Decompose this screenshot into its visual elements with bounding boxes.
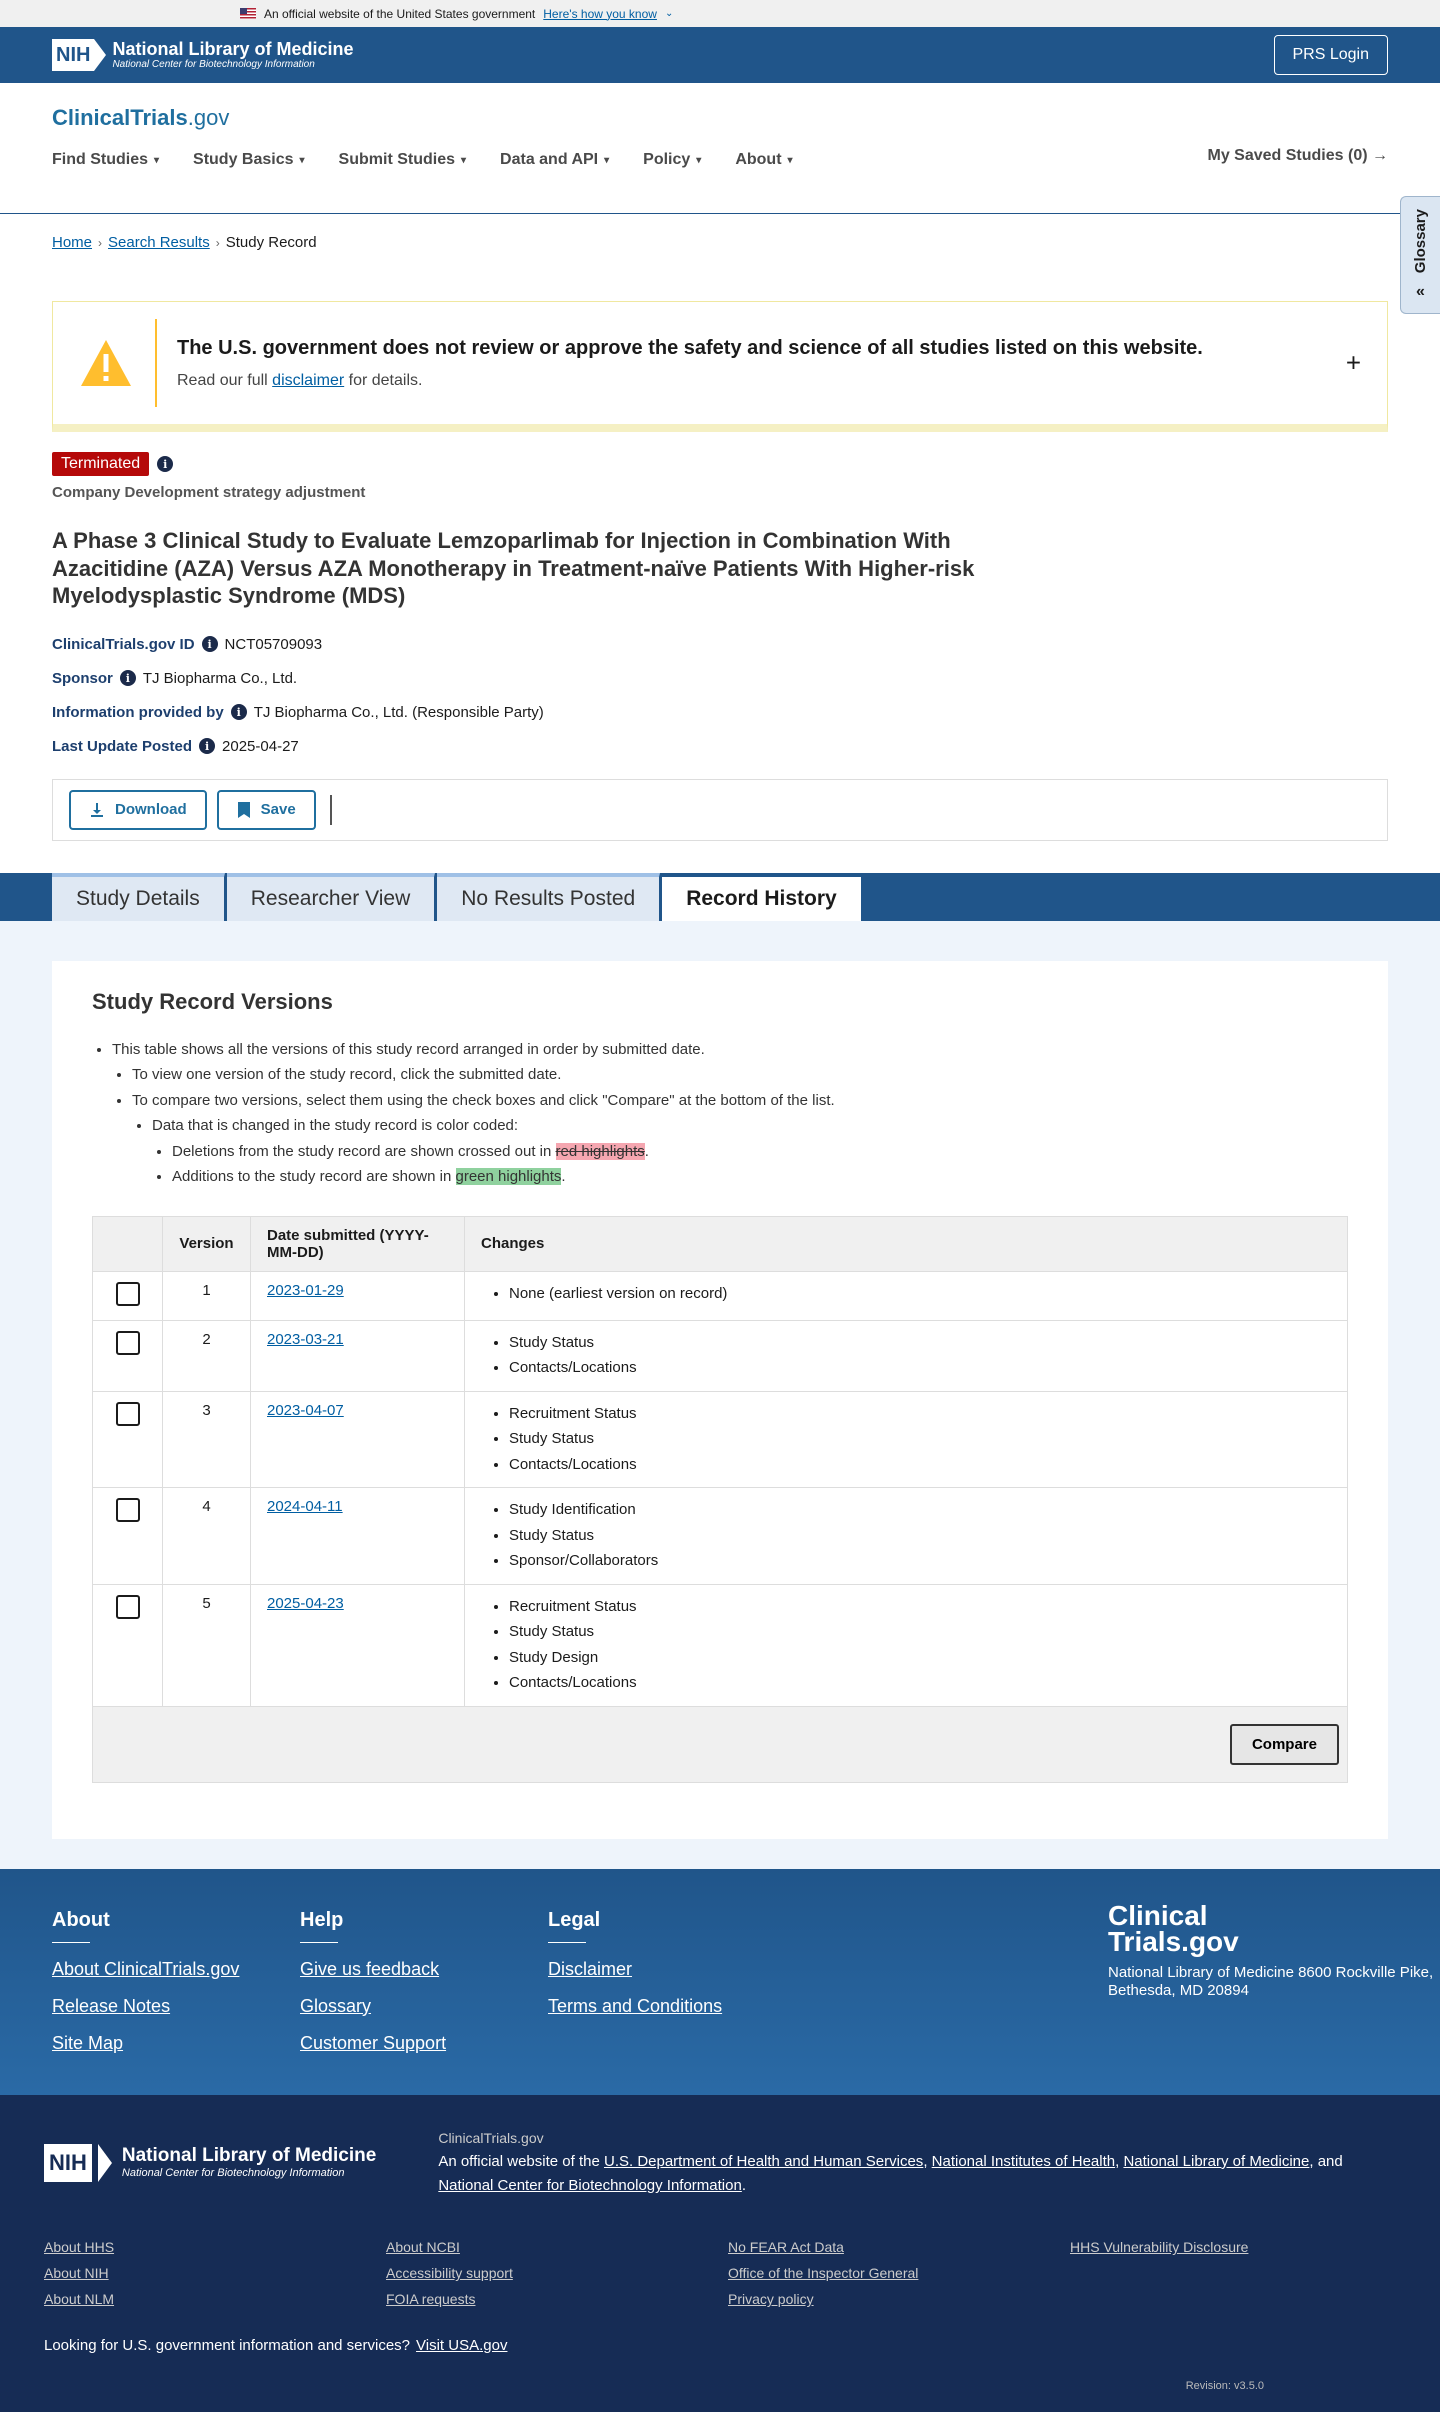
disclaimer-link[interactable]: disclaimer (272, 371, 345, 389)
chevron-right-icon: › (215, 235, 220, 250)
version-changes (465, 1488, 1348, 1585)
gov-banner (0, 0, 1440, 27)
version-column-header: Version (163, 1216, 251, 1271)
nav-find-studies[interactable]: Find Studies ▾ (52, 151, 160, 168)
glossary-tab[interactable]: Glossary « (1400, 196, 1440, 314)
nav-submit-studies[interactable]: Submit Studies ▾ (338, 151, 467, 168)
double-chevron-left-icon: « (1416, 283, 1425, 301)
download-button[interactable]: Download (69, 790, 207, 830)
prs-login-button[interactable]: PRS Login (1274, 35, 1389, 75)
version-number: 4 (163, 1488, 251, 1585)
tab-researcher-view[interactable]: Researcher View (227, 873, 436, 921)
footer-link-glossary[interactable]: Glossary (300, 1995, 372, 2016)
provided-by-value: TJ Biopharma Co., Ltd. (Responsible Party) (253, 703, 544, 721)
library-name: National Library of Medicine (112, 38, 354, 59)
change-item: • Contacts/Locations (509, 1355, 1331, 1381)
hhs-link[interactable]: U.S. Department of Health and Human Services (603, 2152, 924, 2170)
history-heading: Study Record Versions (92, 988, 333, 1014)
center-name: National Center for Biotechnology Information (112, 59, 315, 71)
usagov-row: Looking for U.S. government information and services? Visit USA.gov (44, 2337, 508, 2355)
footer-legal: Legal Disclaimer Terms and Conditions (548, 1909, 796, 2075)
ncbi-link[interactable]: National Center for Biotechnology Information (438, 2177, 742, 2195)
green-highlight-sample: green highlights (455, 1168, 562, 1185)
nlm-link[interactable]: National Library of Medicine (1123, 2152, 1310, 2170)
expand-plus-icon[interactable]: + (1345, 347, 1361, 378)
clinicaltrials-logo[interactable]: ClinicalTrials.gov (52, 105, 230, 130)
breadcrumb-search-results[interactable]: Search Results (108, 234, 210, 251)
link-privacy[interactable]: Privacy policy (728, 2291, 814, 2308)
info-icon[interactable]: i (199, 738, 215, 754)
link-about-ncbi[interactable]: About NCBI (386, 2239, 460, 2256)
breadcrumb (0, 214, 1440, 271)
bookmark-icon (237, 802, 251, 818)
study-title: A Phase 3 Clinical Study to Evaluate Lemzoparlimab for Injection in Combination With Azacitidine (AZA) Versus AZA Monotherapy in Treatment-naïve Patients With Higher-risk Myelodysplastic Syndrome (MDS) (52, 528, 975, 608)
arrow-right-icon: → (1372, 147, 1388, 164)
main-nav (52, 151, 1388, 169)
footer-bottom-links (44, 2239, 1396, 2307)
table-row (93, 1271, 1348, 1320)
nih-header (0, 27, 1440, 83)
chevron-down-icon: ▾ (154, 154, 160, 166)
version-number: 3 (163, 1391, 251, 1488)
table-row (93, 1584, 1348, 1706)
footer-link-release-notes[interactable]: Release Notes (52, 1995, 171, 2016)
info-icon[interactable]: i (157, 456, 173, 472)
change-item: • Recruitment Status (509, 1594, 1331, 1620)
chevron-down-icon: ▾ (604, 154, 610, 166)
info-icon[interactable]: i (202, 636, 218, 652)
tab-record-history[interactable]: Record History (662, 873, 862, 921)
version-changes (465, 1320, 1348, 1391)
nih-logo-icon: NIH (52, 39, 106, 71)
version-changes (465, 1391, 1348, 1488)
change-item: • Study Status (509, 1619, 1331, 1645)
version-checkbox[interactable] (116, 1331, 140, 1355)
footer-link-about-ct[interactable]: About ClinicalTrials.gov (52, 1958, 240, 1979)
select-column-header (93, 1216, 163, 1271)
provided-by-label: Information provided by (52, 703, 224, 721)
footer-nlm-logo[interactable]: NIH National Library of Medicine National Center for Biotechnology Information (44, 2127, 376, 2200)
footer-brand (1108, 1899, 1440, 2000)
version-date-link[interactable]: 2023-03-21 (267, 1330, 344, 1348)
change-item: • Study Status (509, 1330, 1331, 1356)
version-changes (465, 1584, 1348, 1706)
footer-link-site-map[interactable]: Site Map (52, 2032, 124, 2053)
site-header (0, 83, 1440, 214)
breadcrumb-current: Study Record (225, 234, 317, 251)
revision-label: Revision: v3.5.0 (1185, 2379, 1264, 2392)
link-foia[interactable]: FOIA requests (386, 2291, 476, 2308)
nav-about[interactable]: About ▾ (735, 151, 793, 168)
chevron-down-icon[interactable]: ⌄ (664, 8, 674, 19)
version-checkbox[interactable] (116, 1595, 140, 1619)
gov-banner-text: An official website of the United States government (264, 6, 536, 21)
footer-link-support[interactable]: Customer Support (300, 2032, 447, 2053)
record-history-section (0, 921, 1440, 1869)
nct-id: NCT05709093 (224, 635, 323, 653)
study-tabs (0, 873, 1440, 921)
chevron-down-icon: ▾ (787, 154, 793, 166)
footer-address: National Library of Medicine 8600 Rockville Pike, Bethesda, MD 20894 (1108, 1963, 1434, 1999)
compare-row (92, 1707, 1348, 1783)
nlm-logo[interactable] (52, 39, 354, 71)
breadcrumb-home[interactable]: Home (52, 234, 93, 251)
footer-help: Help Give us feedback Glossary Customer Support (300, 1909, 548, 2075)
last-update-value: 2025-04-27 (222, 737, 299, 755)
link-about-hhs[interactable]: About HHS (44, 2239, 115, 2256)
version-number: 2 (163, 1320, 251, 1391)
version-checkbox[interactable] (116, 1282, 140, 1306)
footer-link-feedback[interactable]: Give us feedback (300, 1958, 440, 1979)
link-inspector-general[interactable]: Office of the Inspector General (728, 2265, 919, 2282)
footer-about: About About ClinicalTrials.gov Release Notes Site Map (52, 1909, 300, 2075)
link-no-fear[interactable]: No FEAR Act Data (728, 2239, 844, 2256)
disclaimer-alert (52, 301, 1388, 432)
download-icon (89, 802, 105, 818)
warning-icon (79, 336, 133, 390)
tab-no-results[interactable]: No Results Posted (437, 873, 660, 921)
version-checkbox[interactable] (116, 1402, 140, 1426)
study-info (0, 432, 1440, 755)
chevron-down-icon: ▾ (461, 154, 467, 166)
versions-table (92, 1216, 1348, 1707)
version-date-link[interactable]: 2025-04-23 (267, 1594, 344, 1612)
info-icon[interactable]: i (231, 704, 247, 720)
version-number: 1 (163, 1271, 251, 1320)
alert-title: The U.S. government does not review or approve the safety and science of all studies listed on this website. (177, 336, 1203, 359)
history-instructions: • This table shows all the versions of this study record arranged in order by submitted date. • To view one version of the study record, click the submitted date. • To compare two versions, select them using the check boxes and click "Compare" at the bottom of the list. • Data that is changed in the study record is color coded: • Deletions from the study record are shown crossed out in red highlights. • Additions to the study record are shown in green highlights. (92, 1037, 1348, 1190)
link-accessibility[interactable]: Accessibility support (386, 2265, 513, 2282)
changes-column-header: Changes (465, 1216, 1348, 1271)
change-item: • Study Status (509, 1426, 1331, 1452)
change-item: • Recruitment Status (509, 1401, 1331, 1427)
change-item: • Sponsor/Collaborators (509, 1548, 1331, 1574)
table-row (93, 1488, 1348, 1585)
change-item: • Contacts/Locations (509, 1670, 1331, 1696)
status-badge: Terminated (52, 452, 149, 476)
sponsor-label: Sponsor (52, 669, 113, 687)
nav-policy[interactable]: Policy ▾ (643, 151, 702, 168)
chevron-down-icon: ▾ (696, 154, 702, 166)
save-button[interactable]: Save (217, 790, 316, 830)
action-bar (52, 779, 1388, 841)
why-stopped: Company Development strategy adjustment (52, 484, 366, 501)
change-item: • Contacts/Locations (509, 1452, 1331, 1478)
info-icon[interactable]: i (120, 670, 136, 686)
compare-button[interactable]: Compare (1230, 1724, 1339, 1765)
usagov-link[interactable]: Visit USA.gov (416, 2337, 508, 2355)
link-about-nlm[interactable]: About NLM (44, 2291, 115, 2308)
nav-data-api[interactable]: Data and API ▾ (500, 151, 610, 168)
footer-link-terms[interactable]: Terms and Conditions (548, 1995, 723, 2016)
change-item: • Study Status (509, 1523, 1331, 1549)
change-item: • Study Design (509, 1645, 1331, 1671)
table-row (93, 1320, 1348, 1391)
nav-study-basics[interactable]: Study Basics ▾ (193, 151, 305, 168)
version-date-link[interactable]: 2024-04-11 (267, 1498, 343, 1515)
change-item: • None (earliest version on record) (509, 1281, 1331, 1307)
how-you-know-link[interactable]: Here's how you know (543, 6, 657, 21)
table-row (93, 1391, 1348, 1488)
date-column-header: Date submitted (YYYY-MM-DD) (251, 1216, 465, 1271)
sponsor-value: TJ Biopharma Co., Ltd. (142, 669, 298, 687)
footer-ct-logo[interactable]: Clinical Trials.gov (1108, 1899, 1239, 1958)
change-item: • Study Identification (509, 1497, 1331, 1523)
saved-studies-link[interactable]: My Saved Studies (0) → (1207, 147, 1388, 164)
us-flag-icon (240, 8, 256, 19)
chevron-right-icon: › (98, 235, 103, 250)
tab-study-details[interactable]: Study Details (52, 873, 225, 921)
link-about-nih[interactable]: About NIH (44, 2265, 109, 2282)
nih-link[interactable]: National Institutes of Health (931, 2152, 1116, 2170)
footer-link-disclaimer[interactable]: Disclaimer (548, 1958, 633, 1979)
chevron-down-icon: ▾ (299, 154, 305, 166)
version-date-link[interactable]: 2023-04-07 (267, 1401, 344, 1419)
alert-body: Read our full disclaimer for details. (177, 371, 423, 389)
red-highlight-sample: red highlights (555, 1142, 645, 1160)
site-footer (0, 1869, 1440, 2095)
footer-official-text: ClinicalTrials.gov An official website of the U.S. Department of Health and Human Services, National Institutes of Health, National Library of Medicine, and National Center for Biotechnology Information. (438, 2129, 1343, 2195)
version-date-link[interactable]: 2023-01-29 (267, 1281, 344, 1299)
id-label: ClinicalTrials.gov ID (52, 635, 195, 653)
nlm-footer (0, 2095, 1440, 2412)
version-number: 5 (163, 1584, 251, 1706)
version-checkbox[interactable] (116, 1498, 140, 1522)
link-hhs-vulnerability[interactable]: HHS Vulnerability Disclosure (1070, 2239, 1249, 2256)
version-changes (465, 1271, 1348, 1320)
last-update-label: Last Update Posted (52, 737, 193, 755)
